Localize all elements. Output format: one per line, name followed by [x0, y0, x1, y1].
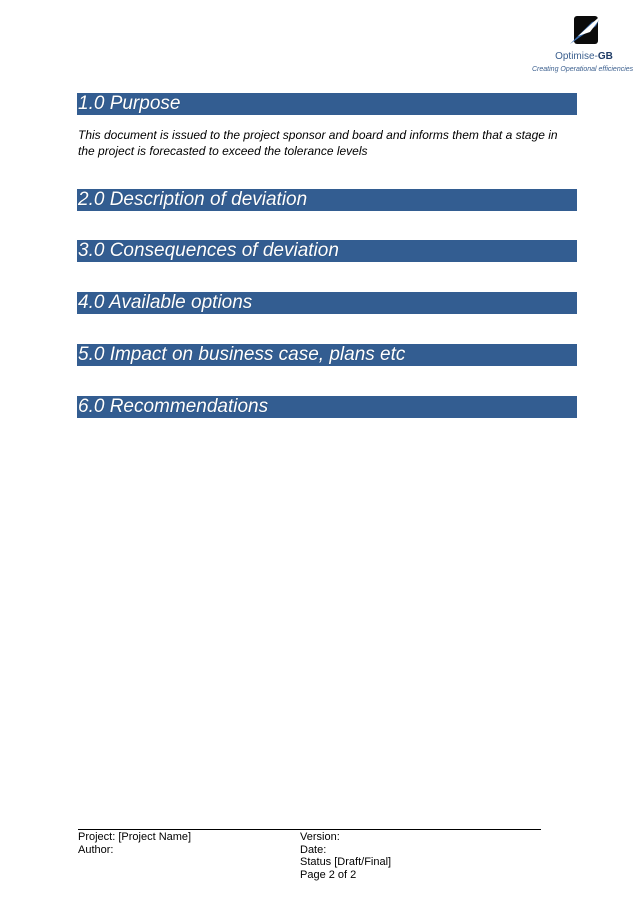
footer-left-column [78, 831, 191, 856]
logo-name: Optimise-GB [555, 51, 613, 62]
footer-page-number: Page 2 of 2 [300, 868, 357, 881]
footer-author: Author: [78, 843, 114, 856]
company-logo [532, 14, 634, 78]
footer-status: Status [Draft/Final] [300, 856, 392, 868]
section-heading-purpose: 1.0 Purpose [77, 93, 577, 115]
section-heading-description-of-deviation: 2.0 Description of deviation [77, 189, 577, 211]
section-heading-consequences-of-deviation: 3.0 Consequences of deviation [77, 240, 577, 262]
section-heading-available-options: 4.0 Available options [77, 292, 577, 314]
footer-divider [78, 829, 541, 830]
footer-version: Version: [300, 831, 340, 843]
purpose-paragraph: This document is issued to the project sponsor and board and informs them that a stage in the project is forecasted to exceed the tolerance levels [78, 128, 558, 158]
footer-right-column [300, 831, 391, 881]
footer-project: Project: [Project Name] [78, 831, 192, 843]
optimise-gb-logo-icon [568, 14, 604, 48]
logo-tagline: Creating Operational efficiencies [532, 66, 634, 73]
section-heading-impact-on-business-case: 5.0 Impact on business case, plans etc [77, 344, 577, 366]
footer-date: Date: [300, 843, 327, 856]
section-heading-recommendations: 6.0 Recommendations [77, 396, 577, 418]
